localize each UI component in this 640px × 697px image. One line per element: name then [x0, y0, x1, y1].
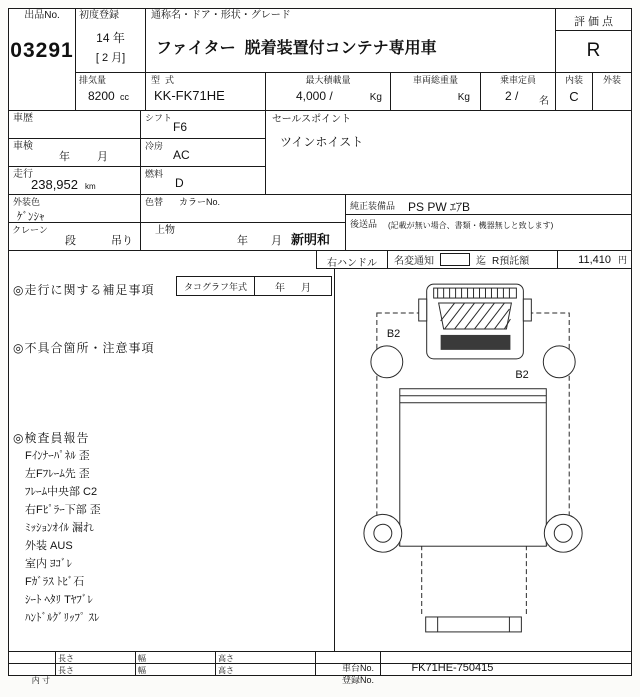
capacity-cell: [481, 73, 556, 111]
chassis-no-value-cell: [381, 652, 631, 674]
color-no-label: カラーNo.: [179, 197, 221, 207]
sales-point-cell: [266, 111, 631, 195]
mirror-left: [419, 299, 427, 321]
inspector-item: 左Fﾌﾚｰﾑ先 歪: [25, 468, 90, 480]
dim-row1-label-cell: [9, 652, 56, 664]
displacement-cell: [76, 73, 146, 111]
fuel-label: 燃料: [145, 169, 164, 179]
score-header-cell: [556, 9, 631, 31]
interior-grade-cell: [556, 73, 593, 111]
equipment-label: 純正装備品: [350, 201, 396, 211]
length-label: 長さ: [58, 654, 74, 663]
damage-mark-b2-left: B2: [386, 327, 401, 340]
exhibit-no-label: 出品No.: [24, 10, 60, 21]
inspector-item: ﾌﾚｰﾑ中央部 C2: [25, 486, 98, 498]
mileage-label: 走行: [13, 169, 33, 180]
inspection-month-label: 月: [97, 151, 108, 163]
mileage-value: 238,952: [31, 177, 78, 192]
gross-weight-cell: [391, 73, 481, 111]
max-load-label: 最大積載量: [305, 75, 351, 85]
dim-row1-width-cell: [136, 652, 216, 664]
later-items-note: (記載が無い場合、書類・機器無しと致します): [388, 221, 554, 230]
inspector-report-title: ◎検査員報告: [13, 431, 90, 445]
score-value-cell: [556, 31, 631, 73]
body-maker: 新明和: [291, 232, 331, 247]
dim-row1-height-cell: [216, 652, 316, 664]
mileage-note-title: ◎走行に関する補足事項: [13, 283, 155, 297]
defect-note-title: ◎不具合箇所・注意事項: [13, 341, 155, 355]
equipment-cell: [346, 195, 631, 215]
vehicle-top-view-diagram: [335, 269, 631, 650]
rear-wheel-right: [544, 514, 582, 552]
inspector-item: ｼｰﾄ ﾍﾀﾘ Tﾔﾌﾞﾚ: [25, 594, 93, 606]
first-registration-cell: [76, 9, 146, 73]
later-items-cell: [346, 215, 631, 251]
chassis-no-value: FK71HE-750415: [411, 662, 494, 674]
body-label: 上物: [155, 225, 175, 236]
inspection-cell: [9, 139, 141, 167]
fuel-cell: [141, 167, 266, 195]
crane-label: クレーン: [12, 225, 48, 235]
tachograph-year-label: 年: [275, 282, 285, 294]
cab-seat-band: [441, 335, 511, 350]
body-year-label: 年: [237, 235, 248, 247]
mileage-unit: km: [85, 182, 96, 191]
height-label: 高さ: [218, 666, 234, 675]
repaint-label: 色替: [145, 197, 164, 207]
dim-row2-width-cell: [136, 664, 216, 676]
handle-value: 右ハンドル: [327, 258, 377, 269]
inspector-item: ﾊﾝﾄﾞﾙｸﾞﾘｯﾌﾟ ｽﾚ: [25, 612, 100, 624]
chassis-no-label-cell: [316, 652, 381, 673]
inspector-item: ﾐｯｼｮﾝｵｲﾙ 漏れ: [25, 522, 95, 534]
displacement-label: 排気量: [79, 75, 107, 85]
shift-cell: [141, 111, 266, 139]
first-registration-year: 14 年: [96, 31, 125, 45]
handle-cell: [316, 251, 388, 269]
container-body: [400, 389, 547, 546]
gross-weight-label: 車両総重量: [412, 75, 458, 85]
vehicle-name-header: 通称名・ドア・形状・グレード: [151, 10, 291, 21]
sales-point-value: ツインホイスト: [280, 135, 364, 149]
model-label: 型 式: [151, 75, 175, 85]
capacity-unit: 名: [539, 96, 549, 107]
repaint-cell: [141, 195, 346, 223]
exhibit-no-value: 03291: [10, 39, 74, 62]
outer-dimensions-row: [9, 652, 631, 674]
cooling-label: 冷房: [145, 141, 164, 151]
name-change-cell: [388, 251, 558, 269]
inspector-item: 外装 AUS: [25, 540, 73, 552]
exterior-grade-cell: [593, 73, 631, 111]
cooling-value: AC: [173, 148, 190, 162]
auction-sheet: [8, 8, 632, 685]
interior-label: 内装: [564, 75, 583, 85]
dim-row2-height-cell: [216, 664, 316, 676]
first-registration-month: [ 2 月]: [95, 52, 126, 64]
rear-wheel-left: [364, 514, 402, 552]
inner-dimensions-row: [9, 664, 631, 685]
exterior-color-label: 外装色: [13, 197, 41, 207]
vehicle-name: ファイター 脱着装置付コンテナ専用車: [156, 40, 437, 57]
exterior-color-cell: [9, 195, 141, 223]
sales-point-label: セールスポイント: [272, 114, 352, 125]
registration-no-label-cell: [316, 664, 381, 685]
deposit-label: R預託額: [492, 256, 530, 267]
exhibit-no-cell: [9, 9, 76, 111]
height-label: 高さ: [218, 654, 234, 663]
model-cell: [146, 73, 266, 111]
tachograph-label: タコグラフ年式: [183, 281, 247, 292]
exterior-color-value: ｹﾞﾝｼｬ: [17, 211, 45, 223]
body-month-label: 月: [271, 235, 282, 247]
width-label: 幅: [138, 654, 146, 663]
front-wheel-right: [543, 346, 575, 378]
inspector-item: Fｶﾞﾗｽ ﾄﾋﾞ石: [25, 576, 85, 588]
exterior-label: 外装: [602, 75, 621, 85]
tachograph-box: [176, 276, 332, 296]
name-change-date-box: [440, 253, 470, 266]
inspector-item: 室内 ﾖｺﾞﾚ: [25, 558, 73, 570]
vehicle-diagram-box: [334, 269, 631, 651]
max-load-cell: [266, 73, 391, 111]
cooling-cell: [141, 139, 266, 167]
max-load-value: 4,000 /: [296, 89, 333, 103]
tachograph-month-label: 月: [301, 282, 311, 294]
equipment-value: PS PW ｴｱB: [408, 200, 471, 214]
model-value: KK-FK71HE: [154, 88, 225, 103]
mirror-right: [523, 299, 531, 321]
later-items-label: 後送品: [350, 219, 378, 229]
history-cell: [9, 111, 141, 139]
mileage-cell: [9, 167, 141, 195]
deposit-value: 11,410: [578, 253, 611, 266]
dim-row1-length-cell: [56, 652, 136, 664]
displacement-value: 8200: [88, 89, 115, 103]
front-wheel-left: [371, 346, 403, 378]
shift-label: シフト: [145, 113, 173, 123]
score-label: 評 価 点: [573, 16, 614, 28]
vehicle-name-cell: [146, 9, 556, 73]
length-label: 長さ: [58, 666, 74, 675]
inspector-item: Fｲﾝﾅｰﾊﾟﾈﾙ 歪: [25, 450, 90, 462]
inner-dim-label: 内 寸: [31, 676, 50, 685]
dim-row2-label-cell: [9, 664, 56, 685]
inspection-label: 車検: [13, 141, 33, 152]
crane-stage-label: 段: [65, 235, 76, 247]
displacement-unit: cc: [120, 92, 129, 102]
deposit-cell: [558, 251, 631, 269]
damage-mark-b2-right: B2: [515, 368, 529, 381]
fuel-value: D: [175, 176, 184, 190]
dimensions-table: [9, 651, 631, 685]
first-registration-label: 初度登録: [79, 10, 119, 21]
width-label: 幅: [138, 666, 146, 675]
until-label: 迄: [476, 256, 486, 267]
rear-bumper: [426, 617, 522, 632]
registration-no-value-cell: [381, 664, 631, 676]
inspection-year-label: 年: [59, 151, 70, 163]
interior-grade: C: [569, 89, 579, 104]
max-load-unit: Kg: [369, 92, 382, 103]
inspector-report-list: [25, 447, 101, 627]
capacity-label: 乗車定員: [499, 75, 536, 85]
inspector-item: 右Fﾋﾟﾗｰ下部 歪: [25, 504, 101, 516]
capacity-value: 2 /: [505, 89, 519, 103]
crane-lift-label: 吊り: [111, 235, 133, 247]
chassis-no-label: 車台No.: [342, 663, 375, 673]
name-change-label: 名変通知: [394, 256, 434, 267]
shift-value: F6: [173, 120, 188, 134]
score-value: R: [586, 40, 601, 61]
deposit-unit: 円: [617, 255, 627, 265]
body-cell: [141, 223, 346, 251]
dim-row2-length-cell: [56, 664, 136, 676]
gross-weight-unit: Kg: [457, 92, 470, 103]
registration-no-label: 登録No.: [342, 675, 375, 685]
history-label: 車歴: [13, 113, 33, 124]
crane-cell: [9, 223, 141, 251]
